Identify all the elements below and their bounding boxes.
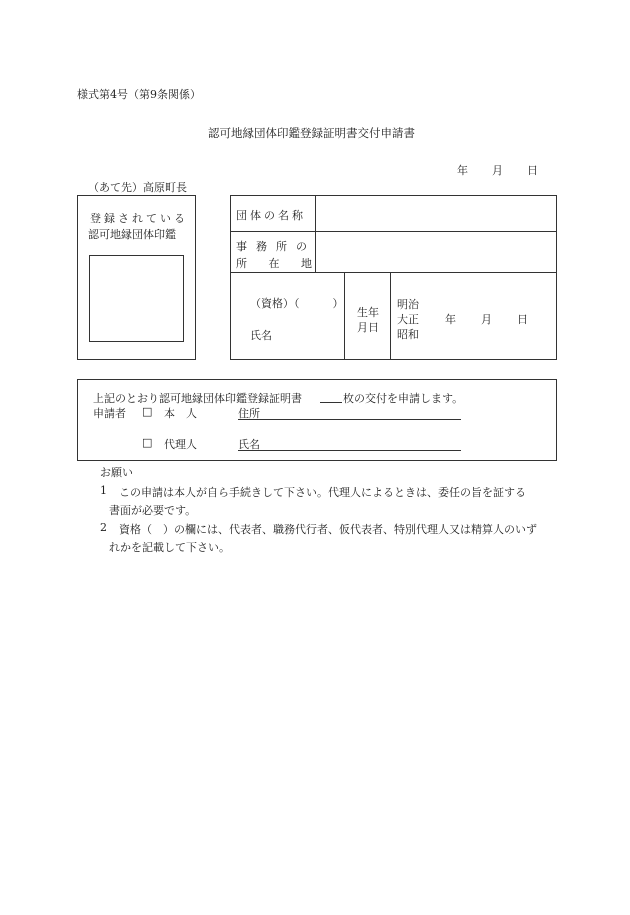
date-day-label: 日 xyxy=(527,164,538,177)
date-month-label: 月 xyxy=(492,164,503,177)
group-name-field[interactable] xyxy=(317,197,555,229)
birth-month-label: 月 xyxy=(481,313,492,326)
era-taisho: 大正 xyxy=(397,313,419,326)
birthdate-field[interactable] xyxy=(392,274,555,358)
note-2-line1: 資格（ ）の欄には、代表者、職務代行者、仮代表者、特別代理人又は精算人のいず xyxy=(119,523,537,536)
statement-prefix: 上記のとおり認可地縁団体印鑑登録証明書 xyxy=(93,392,302,405)
note-2-number: 2 xyxy=(100,521,107,534)
birth-day-label: 日 xyxy=(517,313,528,326)
note-1-line2: 書面が必要です。 xyxy=(109,504,197,517)
self-checkbox[interactable]: □ xyxy=(142,405,153,418)
agent-name-field[interactable] xyxy=(238,450,461,451)
statement-suffix: 枚の交付を申請します。 xyxy=(343,392,464,405)
agent-label: 代理人 xyxy=(164,438,197,451)
representative-name-label: 氏名 xyxy=(250,329,272,342)
address-field[interactable] xyxy=(238,419,461,420)
applicant-label: 申請者 xyxy=(93,407,126,420)
seal-label-line1: 登録されている xyxy=(90,212,188,225)
form-number: 様式第4号（第9条関係） xyxy=(77,88,201,101)
office-label-line2: 所 在 地 xyxy=(236,257,321,270)
office-label-line1: 事務所の xyxy=(236,240,316,253)
self-label: 本 人 xyxy=(164,407,197,420)
copies-count-field[interactable] xyxy=(320,402,342,403)
birthdate-label-line1: 生年 xyxy=(357,306,379,319)
address-label: 住所 xyxy=(238,407,260,420)
era-meiji: 明治 xyxy=(397,298,419,311)
seal-impression-area[interactable] xyxy=(89,255,184,342)
addressee: （あて先）高原町長 xyxy=(88,181,187,194)
table-divider xyxy=(344,272,345,360)
page-title: 認可地縁団体印鑑登録証明書交付申請書 xyxy=(208,126,415,140)
table-divider xyxy=(230,272,557,273)
agent-checkbox[interactable]: □ xyxy=(142,436,153,449)
table-divider xyxy=(230,231,557,232)
birthdate-label-line2: 月日 xyxy=(357,321,379,334)
note-1-line1: この申請は本人が自ら手続きして下さい。代理人によるときは、委任の旨を証する xyxy=(119,486,526,499)
table-divider xyxy=(390,272,391,360)
group-name-label: 団体の名称 xyxy=(236,209,306,222)
note-2-line2: れかを記載して下さい。 xyxy=(109,541,230,554)
notes-heading: お願い xyxy=(100,466,133,479)
agent-name-label: 氏名 xyxy=(238,438,260,451)
note-1-number: 1 xyxy=(100,484,107,497)
birth-year-label: 年 xyxy=(445,313,456,326)
office-address-field[interactable] xyxy=(317,233,555,270)
era-showa: 昭和 xyxy=(397,328,419,341)
qualification-label: （資格）（ ） xyxy=(250,297,344,310)
representative-name-field[interactable] xyxy=(232,274,342,358)
seal-label-line2: 認可地縁団体印鑑 xyxy=(88,228,176,241)
date-year-label: 年 xyxy=(457,164,468,177)
